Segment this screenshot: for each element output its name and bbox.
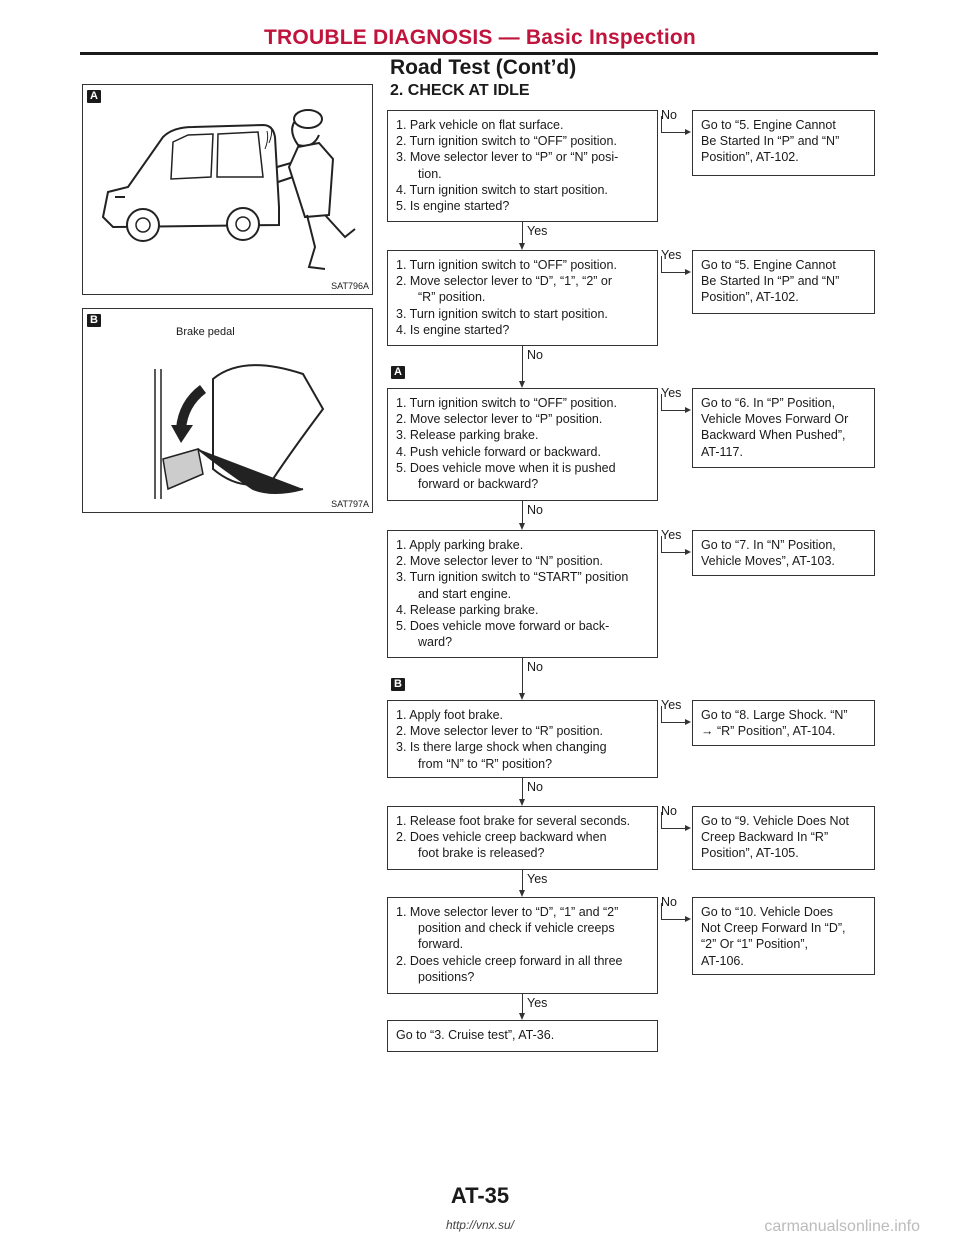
step-box: [387, 110, 658, 222]
down-label: No: [527, 348, 543, 362]
step-marker: B: [391, 678, 405, 691]
branch-arrow: [685, 129, 691, 135]
brake-pedal-illustration: [143, 349, 343, 499]
step-line: 1. Park vehicle on flat surface.: [396, 118, 564, 132]
step-line: 2. Move selector lever to “N” position.: [396, 554, 604, 569]
branch-connector: [661, 919, 685, 920]
down-connector: [522, 658, 523, 693]
step-line: 1. Move selector lever to “D”, “1” and “2”: [396, 905, 619, 919]
branch-arrow: [685, 719, 691, 725]
down-arrow: [519, 890, 525, 897]
branch-arrow: [685, 407, 691, 413]
branch-arrow: [685, 916, 691, 922]
source-url: http://vnx.su/: [445, 1218, 515, 1232]
step-line: 5. Does vehicle move forward or back-: [396, 619, 610, 634]
result-line: Go to “5. Engine Cannot: [701, 118, 836, 132]
step-box: [387, 806, 658, 870]
result-line: AT-106.: [701, 953, 744, 968]
down-connector: [522, 870, 523, 890]
step-line: position and check if vehicle creeps: [418, 921, 615, 936]
header-subtitle: Road Test (Cont’d): [390, 56, 577, 79]
step-box: [387, 897, 658, 994]
step-line: 2. Does vehicle creep forward in all three: [396, 953, 623, 968]
result-line: Position”, AT-102.: [701, 150, 799, 165]
result-box: [692, 897, 875, 975]
step-line: 2. Does vehicle creep backward when: [396, 830, 607, 845]
result-line: Go to “8. Large Shock. “N”: [701, 708, 848, 722]
figure-a-marker: A: [87, 90, 101, 103]
step-line: 1. Apply foot brake.: [396, 708, 504, 722]
figure-a-label: SAT796A: [331, 281, 369, 291]
down-label: Yes: [527, 872, 548, 886]
down-arrow: [519, 243, 525, 250]
result-line: Position”, AT-102.: [701, 290, 799, 305]
result-line: Go to “6. In “P” Position,: [701, 396, 836, 410]
branch-arrow: [685, 269, 691, 275]
branch-connector: [661, 722, 685, 723]
branch-connector: [661, 272, 685, 273]
step-line: 1. Turn ignition switch to “OFF” position.: [396, 396, 617, 410]
header-title: TROUBLE DIAGNOSIS — Basic Inspection: [264, 26, 696, 49]
step-line: 5. Is engine started?: [396, 199, 510, 214]
step-box: [387, 250, 658, 346]
step-line: forward.: [418, 937, 464, 952]
result-box: [692, 250, 875, 314]
step-line: 2. Move selector lever to “P” position.: [396, 412, 603, 427]
result-line: Go to “9. Vehicle Does Not: [701, 814, 849, 828]
result-box: [692, 806, 875, 870]
result-line: Go to “10. Vehicle Does: [701, 905, 834, 919]
step-line: 4. Is engine started?: [396, 322, 510, 337]
branch-label: Yes: [661, 698, 682, 712]
result-line: Vehicle Moves Forward Or: [701, 412, 849, 427]
step-line: 2. Move selector lever to “D”, “1”, “2” or: [396, 274, 613, 289]
down-label: No: [527, 780, 543, 794]
step-line: ward?: [418, 635, 453, 650]
result-line: AT-117.: [701, 444, 743, 459]
result-line: Go to “7. In “N” Position,: [701, 538, 836, 552]
step-marker: A: [391, 366, 405, 379]
figure-b-marker: B: [87, 314, 101, 327]
figure-a: [82, 84, 373, 295]
down-label: Yes: [527, 224, 548, 238]
result-line: “2” Or “1” Position”,: [701, 937, 808, 952]
result-box: [692, 530, 875, 576]
step-line: 1. Apply parking brake.: [396, 538, 524, 552]
result-line: Go to “5. Engine Cannot: [701, 258, 836, 272]
vehicle-push-illustration: [93, 97, 363, 277]
step-line: 5. Does vehicle move when it is pushed: [396, 460, 616, 475]
result-line: Be Started In “P” and “N”: [701, 274, 840, 289]
branch-label: No: [661, 895, 677, 909]
step-line: “R” position.: [418, 290, 486, 305]
step-line: 4. Turn ignition switch to start position.: [396, 182, 608, 197]
step-line: 3. Release parking brake.: [396, 428, 539, 443]
step-box: [387, 700, 658, 778]
branch-label: Yes: [661, 528, 682, 542]
final-step-text: Go to “3. Cruise test”, AT-36.: [396, 1028, 555, 1042]
branch-connector: [661, 552, 685, 553]
step-line: 3. Turn ignition switch to “START” position: [396, 570, 629, 585]
step-line: 4. Push vehicle forward or backward.: [396, 444, 601, 459]
step-line: 3. Turn ignition switch to start position.: [396, 306, 608, 321]
result-line: → “R” Position”, AT-104.: [701, 724, 836, 739]
page-number: AT-35: [450, 1183, 510, 1208]
down-connector: [522, 501, 523, 523]
watermark: carmanualsonline.info: [764, 1218, 920, 1235]
branch-label: Yes: [661, 248, 682, 262]
figure-b-caption: Brake pedal: [176, 326, 235, 338]
down-connector: [522, 346, 523, 381]
branch-arrow: [685, 825, 691, 831]
step-line: and start engine.: [418, 586, 512, 601]
down-label: No: [527, 503, 543, 517]
step-line: tion.: [418, 166, 442, 181]
down-label: Yes: [527, 996, 548, 1010]
step-box: [387, 530, 658, 658]
section-title: 2. CHECK AT IDLE: [390, 82, 530, 99]
step-line: 3. Is there large shock when changing: [396, 740, 607, 755]
branch-label: Yes: [661, 386, 682, 400]
result-line: Position”, AT-105.: [701, 846, 799, 861]
down-connector: [522, 778, 523, 799]
figure-b: [82, 308, 373, 513]
branch-connector: [661, 410, 685, 411]
result-box: [692, 700, 875, 746]
down-connector: [522, 222, 523, 243]
branch-label: No: [661, 108, 677, 122]
step-line: 1. Release foot brake for several seconds.: [396, 814, 631, 828]
step-line: 1. Turn ignition switch to “OFF” position.: [396, 258, 617, 272]
down-connector: [522, 994, 523, 1013]
down-label: No: [527, 660, 543, 674]
result-line: Be Started In “P” and “N”: [701, 134, 840, 149]
step-box: [387, 388, 658, 501]
final-step-box: [387, 1020, 658, 1052]
down-arrow: [519, 523, 525, 530]
step-line: 3. Move selector lever to “P” or “N” posi-: [396, 150, 619, 165]
down-arrow: [519, 693, 525, 700]
result-line: Not Creep Forward In “D”,: [701, 921, 846, 936]
result-line: Vehicle Moves”, AT-103.: [701, 554, 835, 569]
step-line: from “N” to “R” position?: [418, 756, 553, 771]
step-line: forward or backward?: [418, 477, 539, 492]
step-line: foot brake is released?: [418, 846, 545, 861]
result-box: [692, 110, 875, 176]
step-line: positions?: [418, 969, 475, 984]
step-line: 4. Release parking brake.: [396, 602, 539, 617]
branch-arrow: [685, 549, 691, 555]
branch-connector: [661, 132, 685, 133]
result-line: Creep Backward In “R”: [701, 830, 829, 845]
result-box: [692, 388, 875, 468]
step-line: 2. Turn ignition switch to “OFF” position.: [396, 134, 617, 149]
figure-b-label: SAT797A: [331, 499, 369, 509]
down-arrow: [519, 799, 525, 806]
branch-label: No: [661, 804, 677, 818]
header-rule: [80, 52, 878, 55]
down-arrow: [519, 381, 525, 388]
branch-connector: [661, 828, 685, 829]
down-arrow: [519, 1013, 525, 1020]
step-line: 2. Move selector lever to “R” position.: [396, 724, 604, 739]
result-line: Backward When Pushed”,: [701, 428, 846, 443]
